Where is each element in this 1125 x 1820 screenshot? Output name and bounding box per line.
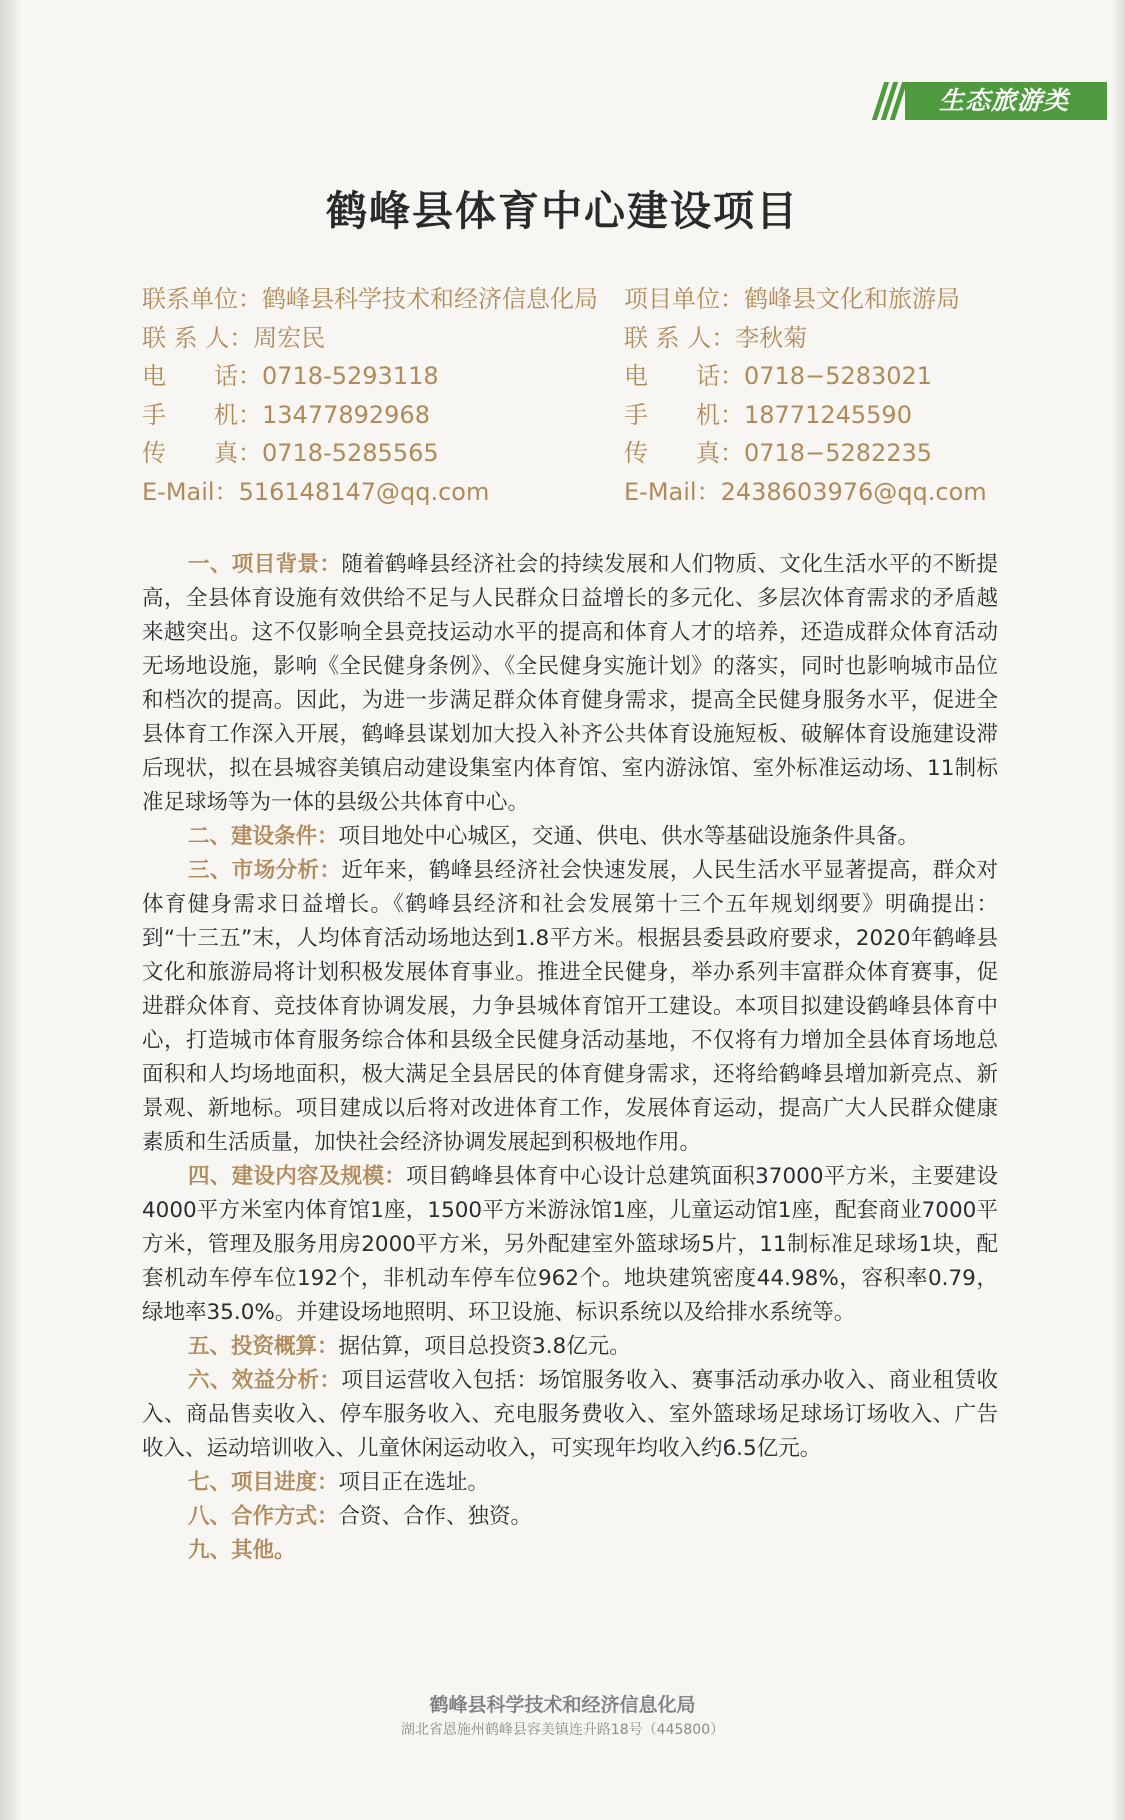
section-heading: 六、效益分析： bbox=[188, 1368, 342, 1393]
contact-label: 联系单位： bbox=[142, 285, 262, 313]
contact-value: 0718−5282235 bbox=[744, 439, 933, 467]
contact-label: 手 机： bbox=[142, 400, 262, 429]
section-text: 据估算，项目总投资3.8亿元。 bbox=[338, 1334, 631, 1359]
contact-value: 0718-5285565 bbox=[262, 439, 439, 467]
contact-row bbox=[142, 434, 624, 473]
contact-label: 项目单位： bbox=[624, 285, 744, 313]
contact-value: 鹤峰县科学技术和经济信息化局 bbox=[262, 285, 598, 313]
section-heading: 一、项目背景： bbox=[188, 552, 342, 577]
contact-row bbox=[142, 319, 624, 358]
contact-label: 电 话： bbox=[624, 362, 744, 390]
page-title: 鹤峰县体育中心建设项目 bbox=[326, 187, 799, 235]
contact-info-grid bbox=[142, 280, 1042, 511]
footer-organization: 鹤峰县科学技术和经济信息化局 bbox=[429, 1694, 696, 1716]
section-paragraph bbox=[142, 548, 998, 820]
project-description bbox=[142, 548, 998, 1568]
section-heading: 二、建设条件： bbox=[188, 824, 339, 849]
section-heading: 八、合作方式： bbox=[188, 1504, 339, 1529]
contact-label: 传 真： bbox=[142, 439, 262, 467]
contact-label: 电 话： bbox=[142, 362, 262, 390]
page-edge-shadow bbox=[1111, 0, 1125, 1820]
contact-label: 联 系 人： bbox=[142, 323, 254, 352]
section-paragraph bbox=[142, 1364, 998, 1466]
section-text: 项目运营收入包括：场馆服务收入、赛事活动承办收入、商业租赁收入、商品售卖收入、停车服务收入、充电服务费收入、室外篮球场足球场订场收入、广告收入、运动培训收入、儿童休闲运动收入，可实现年均收入约6.5亿元。 bbox=[142, 1368, 998, 1461]
section-heading: 四、建设内容及规模： bbox=[188, 1164, 407, 1189]
contact-row bbox=[624, 434, 1042, 473]
contact-row bbox=[142, 280, 624, 319]
contact-label: 联 系 人： bbox=[624, 323, 736, 352]
section-heading: 九、其他。 bbox=[188, 1538, 296, 1563]
section-paragraph bbox=[142, 1466, 998, 1500]
page-edge-shadow bbox=[0, 0, 22, 1820]
contact-row bbox=[142, 396, 624, 435]
section-text: 项目地处中心城区，交通、供电、供水等基础设施条件具备。 bbox=[338, 824, 920, 849]
section-text: 项目正在选址。 bbox=[338, 1470, 490, 1495]
contact-row bbox=[624, 280, 1042, 319]
footer bbox=[0, 1690, 1125, 1739]
contact-row bbox=[142, 357, 624, 396]
contact-row bbox=[624, 473, 1042, 512]
section-paragraph bbox=[142, 854, 998, 1160]
section-paragraph bbox=[142, 1330, 998, 1364]
category-tag-label: 生态旅游类 bbox=[905, 82, 1107, 120]
section-text: 项目鹤峰县体育中心设计总建筑面积37000平方米，主要建设4000平方米室内体育馆1座，1500平方米游泳馆1座，儿童运动馆1座，配套商业7000平方米，管理及服务用房2000平方米，另外配建室外篮球场5片，11制标准足球场1块，配套机动车停车位192个，非机动车停车位962个。地块建筑密度44.98%，容积率0.79，绿地率35.0%。并建设场地照明、环卫设施、标识系统以及给排水系统等。 bbox=[142, 1164, 998, 1325]
contact-value: 周宏民 bbox=[253, 323, 326, 352]
footer-address: 湖北省恩施州鹤峰县容美镇连升路18号（445800） bbox=[400, 1722, 725, 1738]
contact-value: 李秋菊 bbox=[735, 323, 808, 352]
section-paragraph bbox=[142, 1534, 998, 1568]
contact-value: 516148147@qq.com bbox=[238, 477, 490, 506]
section-heading: 七、项目进度： bbox=[188, 1470, 339, 1495]
contact-value: 13477892968 bbox=[262, 400, 430, 429]
contact-row bbox=[142, 473, 624, 512]
contact-value: 0718−5283021 bbox=[744, 362, 933, 390]
contact-value: 0718-5293118 bbox=[262, 362, 439, 390]
contact-row bbox=[624, 357, 1042, 396]
section-heading: 三、市场分析： bbox=[188, 858, 342, 883]
contact-label: 手 机： bbox=[624, 400, 744, 429]
section-text: 随着鹤峰县经济社会的持续发展和人们物质、文化生活水平的不断提高，全县体育设施有效供给不足与人民群众日益增长的多元化、多层次体育需求的矛盾越来越突出。这不仅影响全县竞技运动水平的提高和体育人才的培养，还造成群众体育活动无场地设施，影响《全民健身条例》、《全民健身实施计划》的落实，同时也影响城市品位和档次的提高。因此，为进一步满足群众体育健身需求，提高全民健身服务水平，促进全县体育工作深入开展，鹤峰县谋划加大投入补齐公共体育设施短板、破解体育设施建设滞后现状，拟在县城容美镇启动建设集室内体育馆、室内游泳馆、室外标准运动场、11制标准足球场等为一体的县级公共体育中心。 bbox=[142, 552, 998, 815]
contact-row bbox=[624, 319, 1042, 358]
section-text: 合资、合作、独资。 bbox=[338, 1504, 533, 1529]
section-text: 近年来，鹤峰县经济社会快速发展，人民生活水平显著提高，群众对体育健身需求日益增长。《鹤峰县经济和社会发展第十三个五年规划纲要》明确提出：到“十三五”末，人均体育活动场地达到1.8平方米。根据县委县政府要求，2020年鹤峰县文化和旅游局将计划积极发展体育事业。推进全民健身，举办系列丰富群众体育赛事，促进群众体育、竞技体育协调发展，力争县城体育馆开工建设。本项目拟建设鹤峰县体育中心，打造城市体育服务综合体和县级全民健身活动基地，不仅将有力增加全县体育场地总面积和人均场地面积，极大满足全县居民的体育健身需求，还将给鹤峰县增加新亮点、新景观、新地标。项目建成以后将对改进体育工作，发展体育运动，提高广大人民群众健康素质和生活质量，加快社会经济协调发展起到积极地作用。 bbox=[142, 858, 998, 1155]
contact-row bbox=[624, 396, 1042, 435]
tag-stripes-decoration bbox=[878, 82, 901, 120]
section-paragraph bbox=[142, 1500, 998, 1534]
section-paragraph bbox=[142, 820, 998, 854]
contact-label: 传 真： bbox=[624, 439, 744, 467]
section-heading: 五、投资概算： bbox=[188, 1334, 339, 1359]
contact-value: 鹤峰县文化和旅游局 bbox=[744, 285, 960, 313]
section-paragraph bbox=[142, 1160, 998, 1330]
category-tag bbox=[878, 82, 1107, 120]
contact-label: E-Mail： bbox=[142, 477, 239, 506]
contact-label: E-Mail： bbox=[624, 477, 721, 506]
contact-value: 2438603976@qq.com bbox=[720, 477, 987, 506]
contact-value: 18771245590 bbox=[744, 400, 912, 429]
